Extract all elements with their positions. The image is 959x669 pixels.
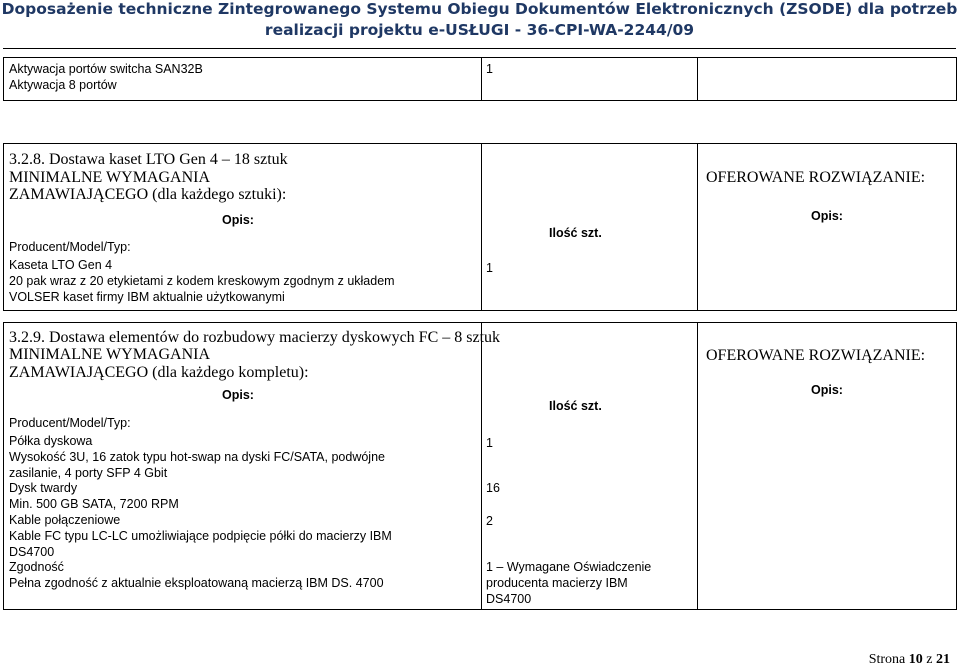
section-328-opis: Opis: [222,213,254,227]
switch-line-2: Aktywacja 8 portów [9,78,117,92]
list-item-desc: Wysokość 3U, 16 zatok typu hot-swap na dyski FC/SATA, podwójne [9,450,385,464]
list-item-desc: Kable FC typu LC-LC umożliwiające podpięcie półki do macierzy IBM [9,529,392,543]
section-329-offer: OFEROWANE ROZWIĄZANIE: [706,347,926,364]
list-item-name: Dysk twardy [9,481,78,495]
list-item-desc-2: zasilanie, 4 porty SFP 4 Gbit [9,466,168,480]
header-rule [3,48,956,49]
switch-offer-cell [698,58,957,101]
compat-qty-2: producenta macierzy IBM [486,576,628,590]
list-item-qty: 16 [486,481,500,495]
section-328-offer: OFEROWANE ROZWIĄZANIE: [706,169,926,186]
section-328-offer-opis: Opis: [811,209,843,223]
section-328-item-desc-1: 20 pak wraz z 20 etykietami z kodem kreskowym zgodnym z układem [9,274,395,288]
section-328-title: 3.2.8. Dostawa kaset LTO Gen 4 – 18 sztuk [9,151,288,168]
section-328-item-desc-2: VOLSER kaset firmy IBM aktualnie użytkowanymi [9,290,285,304]
section-328-min-req-2: ZAMAWIAJĄCEGO (dla każdego sztuki): [9,186,287,203]
switch-line-1: Aktywacja portów switcha SAN32B [9,62,203,76]
section-329-ilosc: Ilość szt. [549,399,602,413]
footer-sep: z [922,652,936,667]
list-item-desc: Min. 500 GB SATA, 7200 RPM [9,497,179,511]
header-line-1: Doposażenie techniczne Zintegrowanego Systemu Obiegu Dokumentów Elektronicznych (ZSODE) dla potrzeb [1,0,958,18]
list-item-name: Półka dyskowa [9,434,93,448]
list-item-qty: 2 [486,514,493,528]
page-footer [869,652,950,668]
footer-total: 21 [936,652,950,667]
footer-page: 10 [908,652,923,667]
section-329-offer-opis: Opis: [811,383,843,397]
section-328-producer: Producent/Model/Typ: [9,240,131,254]
section-329-title: 3.2.9. Dostawa elementów do rozbudowy macierzy dyskowych FC – 8 sztuk [9,329,501,346]
section-329-min-req-1: MINIMALNE WYMAGANIA [9,346,211,363]
section-328-ilosc: Ilość szt. [549,226,602,240]
footer-prefix: Strona [868,652,909,667]
compat-qty-1: 1 – Wymagane Oświadczenie [486,560,652,574]
header-line-2: realizacji projektu e-USŁUGI - 36-CPI-WA-2244/09 [264,21,695,39]
section-328-item-qty: 1 [486,261,493,275]
section-328-min-req-1: MINIMALNE WYMAGANIA [9,169,211,186]
list-item-qty: 1 [486,436,493,450]
compat-qty-3: DS4700 [486,592,532,606]
section-329-min-req-2: ZAMAWIAJĄCEGO (dla każdego kompletu): [9,364,309,381]
section-329-offer-cell [698,323,957,610]
list-item-desc: Pełna zgodność z aktualnie eksploatowaną macierzą IBM DS. 4700 [9,576,384,590]
switch-qty: 1 [486,62,493,76]
section-329-producer: Producent/Model/Typ: [9,416,131,430]
list-item-desc-2: DS4700 [9,545,55,559]
section-328-item-name: Kaseta LTO Gen 4 [9,258,113,272]
switch-qty-cell [482,58,698,101]
section-329-opis: Opis: [222,388,254,402]
list-item-name: Kable połączeniowe [9,513,121,527]
list-item-name: Zgodność [9,560,64,574]
